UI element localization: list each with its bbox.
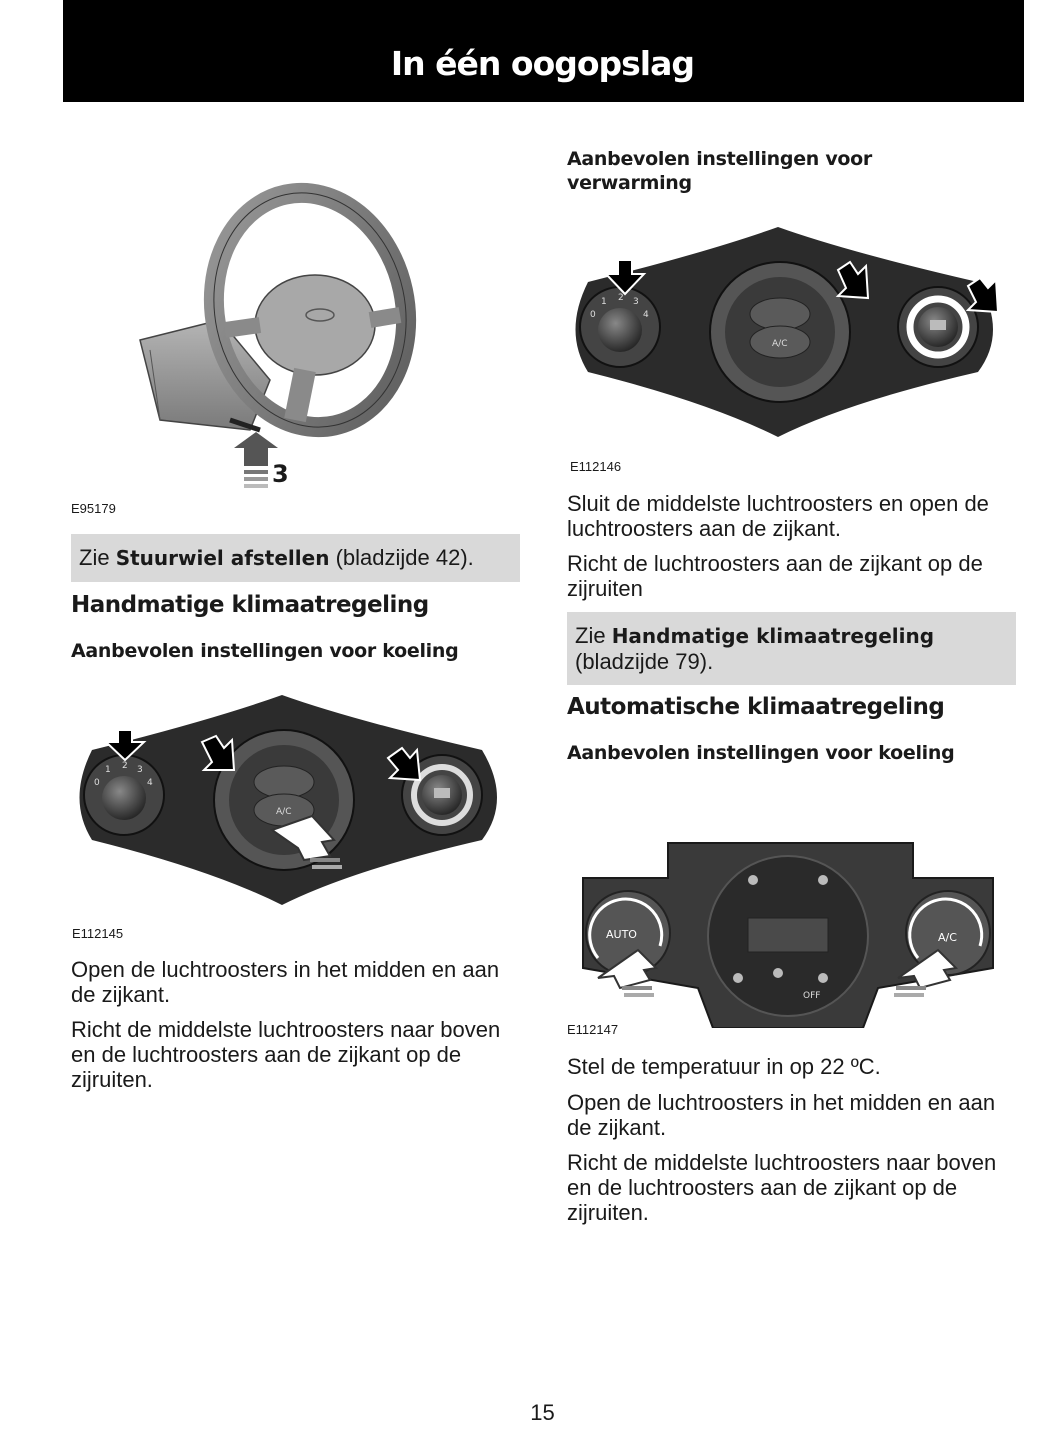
- svg-text:3: 3: [633, 297, 639, 307]
- svg-text:0: 0: [590, 310, 596, 320]
- page-title: In één oogopslag: [390, 44, 694, 83]
- svg-text:A/C: A/C: [276, 807, 292, 817]
- svg-text:A/C: A/C: [772, 339, 788, 349]
- svg-text:3: 3: [137, 765, 143, 775]
- figure-arrow-label: 3: [272, 460, 289, 488]
- svg-text:4: 4: [643, 310, 649, 320]
- instruction-text: Richt de middelste luchtroosters naar boven en de luchtroosters aan de zijkant op de zijruiten.: [567, 1150, 997, 1225]
- subsection-heading: Aanbevolen instellingen voor koeling: [567, 742, 955, 764]
- section-heading: Automatische klimaatregeling: [567, 694, 945, 720]
- svg-text:OFF: OFF: [803, 991, 821, 1001]
- instruction-text: Stel de temperatuur in op 22 ºC.: [567, 1054, 881, 1079]
- svg-text:2: 2: [618, 293, 624, 303]
- instruction-text: Richt de luchtroosters aan de zijkant op de zijruiten: [567, 551, 983, 601]
- reference-note: Zie Handmatige klimaatregeling (bladzijde 79).: [567, 612, 1016, 685]
- instruction-text: Sluit de middelste luchtroosters en open de luchtroosters aan de zijkant.: [567, 491, 989, 541]
- svg-text:2: 2: [122, 761, 128, 771]
- svg-text:AUTO: AUTO: [606, 928, 637, 941]
- figure-code: E95179: [71, 501, 116, 516]
- manual-climate-control-cooling-illustration: [72, 690, 504, 910]
- page-number: 15: [530, 1400, 555, 1425]
- reference-link[interactable]: Handmatige klimaatregeling: [611, 624, 935, 648]
- instruction-text: Richt de middelste luchtroosters naar boven en de luchtroosters aan de zijkant op de zijruiten.: [71, 1017, 501, 1092]
- figure-code: E112146: [570, 459, 622, 474]
- instruction-text: Open de luchtroosters in het midden en aan de zijkant.: [71, 957, 500, 1007]
- subsection-heading: Aanbevolen instellingen voor verwarming: [567, 148, 872, 194]
- page-header: [63, 0, 1024, 102]
- figure-code: E112147: [567, 1022, 619, 1037]
- figure-code: E112145: [72, 926, 124, 941]
- svg-text:A/C: A/C: [938, 931, 957, 944]
- automatic-climate-control-illustration: [578, 838, 998, 1028]
- steering-wheel-illustration: [130, 180, 430, 500]
- manual-climate-control-heating-illustration: [568, 222, 1000, 442]
- section-heading: Handmatige klimaatregeling: [71, 592, 429, 618]
- svg-text:4: 4: [147, 778, 153, 788]
- subsection-heading: Aanbevolen instellingen voor koeling: [71, 640, 459, 662]
- instruction-text: Open de luchtroosters in het midden en aan de zijkant.: [567, 1090, 996, 1140]
- reference-note: Zie Stuurwiel afstellen (bladzijde 42).: [71, 534, 520, 582]
- svg-text:0: 0: [94, 778, 100, 788]
- reference-link[interactable]: Stuurwiel afstellen: [115, 546, 330, 570]
- svg-text:1: 1: [105, 765, 111, 775]
- svg-text:1: 1: [601, 297, 607, 307]
